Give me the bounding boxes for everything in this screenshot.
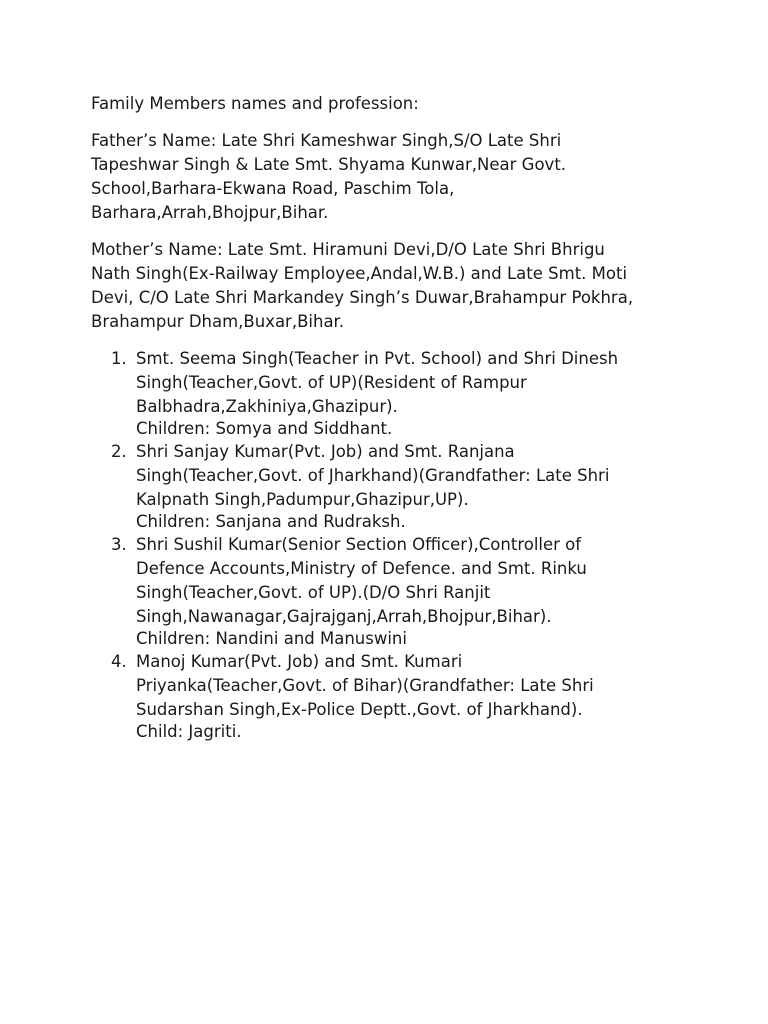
children-line: Children: Somya and Siddhant. xyxy=(136,419,393,438)
mother-line: Nath Singh(Ex-Railway Employee,Andal,W.B.) and Late Smt. Moti xyxy=(91,264,628,283)
sibling-line: Shri Sushil Kumar(Senior Section Officer),Controller of xyxy=(136,535,582,554)
mother-line: Brahampur Dham,Buxar,Bihar. xyxy=(91,312,345,331)
sibling-item xyxy=(91,650,691,743)
list-number: 1. xyxy=(111,349,127,368)
mother-line: Devi, C/O Late Shri Markandey Singh’s Duwar,Brahampur Pokhra, xyxy=(91,288,634,307)
list-number: 3. xyxy=(111,535,127,554)
document-body xyxy=(91,92,691,743)
sibling-line: Priyanka(Teacher,Govt. of Bihar)(Grandfather: Late Shri xyxy=(136,676,594,695)
sibling-line: Balbhadra,Zakhiniya,Ghazipur). xyxy=(136,397,398,416)
father-line: School,Barhara-Ekwana Road, Paschim Tola, xyxy=(91,179,455,198)
father-paragraph xyxy=(91,129,691,225)
sibling-item xyxy=(91,533,691,650)
sibling-item xyxy=(91,440,691,533)
mother-line: Mother’s Name: Late Smt. Hiramuni Devi,D/O Late Shri Bhrigu xyxy=(91,240,605,259)
sibling-line: Kalpnath Singh,Padumpur,Ghazipur,UP). xyxy=(136,490,469,509)
sibling-line: Singh(Teacher,Govt. of UP).(D/O Shri Ranjit xyxy=(136,583,491,602)
sibling-line: Singh(Teacher,Govt. of UP)(Resident of Rampur xyxy=(136,373,527,392)
sibling-line: Singh(Teacher,Govt. of Jharkhand)(Grandfather: Late Shri xyxy=(136,466,610,485)
sibling-line: Sudarshan Singh,Ex-Police Deptt.,Govt. of Jharkhand). xyxy=(136,700,583,719)
siblings-list xyxy=(91,347,691,743)
mother-paragraph xyxy=(91,238,691,334)
children-line: Children: Sanjana and Rudraksh. xyxy=(136,512,406,531)
sibling-line: Singh,Nawanagar,Gajrajganj,Arrah,Bhojpur,Bihar). xyxy=(136,607,552,626)
sibling-line: Defence Accounts,Ministry of Defence. and Smt. Rinku xyxy=(136,559,587,578)
children-line: Child: Jagriti. xyxy=(136,722,242,741)
sibling-line: Smt. Seema Singh(Teacher in Pvt. School) and Shri Dinesh xyxy=(136,349,619,368)
sibling-line: Manoj Kumar(Pvt. Job) and Smt. Kumari xyxy=(136,652,463,671)
list-number: 4. xyxy=(111,652,127,671)
list-number: 2. xyxy=(111,442,127,461)
children-line: Children: Nandini and Manuswini xyxy=(136,629,407,648)
father-line: Barhara,Arrah,Bhojpur,Bihar. xyxy=(91,203,329,222)
father-line: Father’s Name: Late Shri Kameshwar Singh,S/O Late Shri xyxy=(91,131,562,150)
sibling-item xyxy=(91,347,691,440)
document-heading: Family Members names and profession: xyxy=(91,94,419,113)
sibling-line: Shri Sanjay Kumar(Pvt. Job) and Smt. Ranjana xyxy=(136,442,515,461)
father-line: Tapeshwar Singh & Late Smt. Shyama Kunwar,Near Govt. xyxy=(91,155,567,174)
